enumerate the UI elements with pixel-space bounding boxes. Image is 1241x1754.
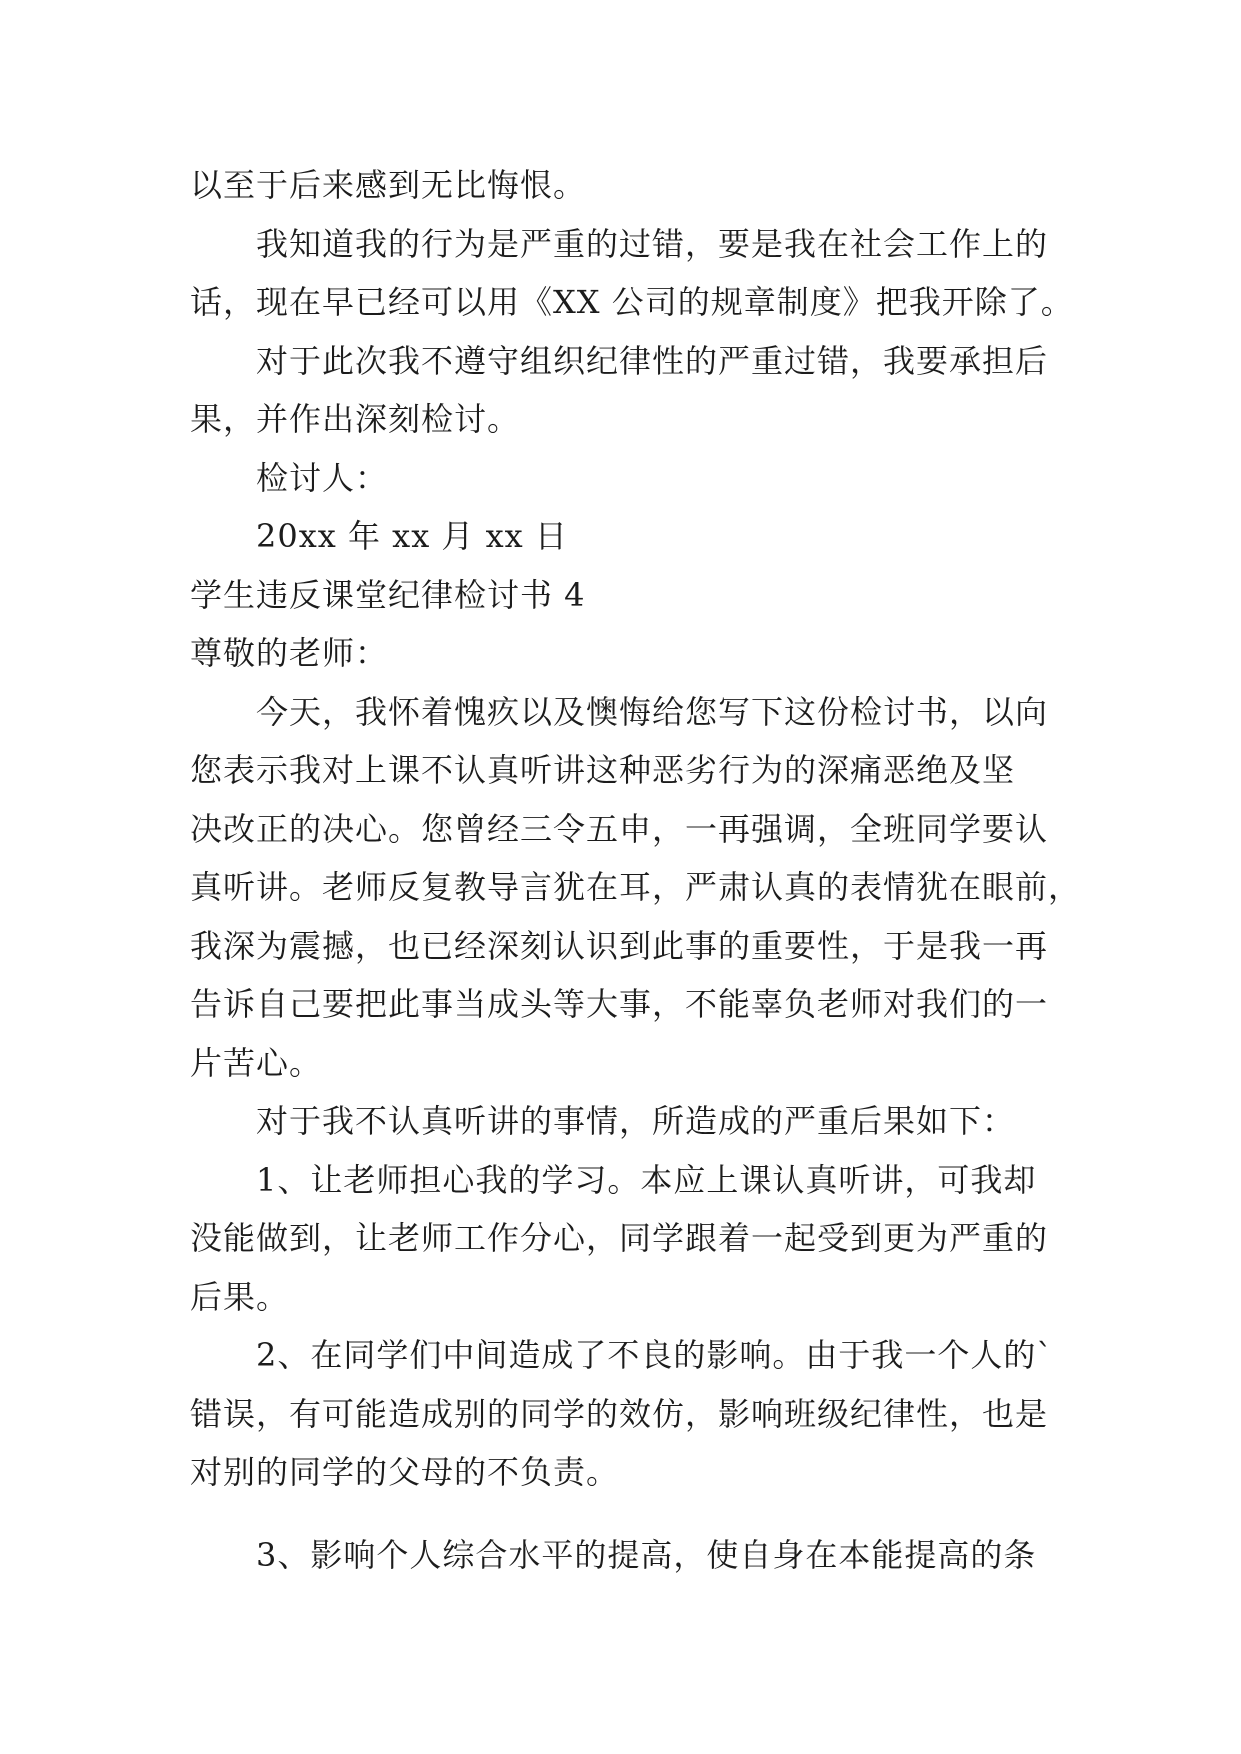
document-body xyxy=(190,156,1190,1584)
text-line: 我知道我的行为是严重的过错，要是我在社会工作上的 xyxy=(256,224,1049,263)
text-line: 3、影响个人综合水平的提高，使自身在本能提高的条 xyxy=(256,1535,1037,1574)
letter-title-block xyxy=(190,566,1190,625)
text-line: 后果。 xyxy=(190,1277,290,1316)
text-line: 2、在同学们中间造成了不良的影响。由于我一个人的` xyxy=(256,1336,1054,1374)
list-item xyxy=(190,1151,1190,1327)
text-line: 我深为震撼，也已经深刻认识到此事的重要性，于是我一再 xyxy=(190,926,1049,965)
text-line: 决改正的决心。您曾经三令五申，一再强调，全班同学要认 xyxy=(190,809,1049,848)
signature-block xyxy=(190,449,1190,508)
text-line: 真听讲。老师反复教导言犹在耳，严肃认真的表情犹在眼前， xyxy=(190,868,1082,906)
text-line: 错误，有可能造成别的同学的效仿，影响班级纪律性，也是 xyxy=(190,1394,1049,1433)
list-item xyxy=(190,1526,1190,1585)
salutation: 尊敬的老师： xyxy=(190,634,389,672)
text-line: 对别的同学的父母的不负责。 xyxy=(190,1453,620,1491)
signature-label: 检讨人： xyxy=(256,458,389,497)
text-line: 果，并作出深刻检讨。 xyxy=(190,400,521,438)
paragraph xyxy=(190,215,1190,332)
text-line: 以至于后来感到无比悔恨。 xyxy=(190,166,587,204)
text-line: 话，现在早已经可以用《XX 公司的规章制度》把我开除了。 xyxy=(190,283,1074,321)
salutation-block xyxy=(190,624,1190,683)
text-line: 您表示我对上课不认真听讲这种恶劣行为的深痛恶绝及坚 xyxy=(190,751,1016,789)
text-line: 没能做到，让老师工作分心，同学跟着一起受到更为严重的 xyxy=(190,1219,1049,1257)
letter-title: 学生违反课堂纪律检讨书 4 xyxy=(190,575,586,614)
letter-date: 20xx 年 xx 月 xx 日 xyxy=(256,517,568,555)
text-line: 对于我不认真听讲的事情，所造成的严重后果如下： xyxy=(256,1102,1016,1140)
paragraph xyxy=(190,683,1190,1093)
date-block xyxy=(190,507,1190,566)
text-line: 片苦心。 xyxy=(190,1043,323,1082)
paragraph xyxy=(190,332,1190,449)
paragraph-continuation xyxy=(190,156,1190,215)
paragraph xyxy=(190,1092,1190,1151)
list-item xyxy=(190,1326,1190,1502)
text-line: 1、让老师担心我的学习。本应上课认真听讲，可我却 xyxy=(256,1160,1037,1199)
text-line: 对于此次我不遵守组织纪律性的严重过错，我要承担后 xyxy=(256,341,1049,380)
text-line: 告诉自己要把此事当成头等大事，不能辜负老师对我们的一 xyxy=(190,985,1049,1023)
text-line: 今天，我怀着愧疚以及懊悔给您写下这份检讨书，以向 xyxy=(256,692,1049,731)
